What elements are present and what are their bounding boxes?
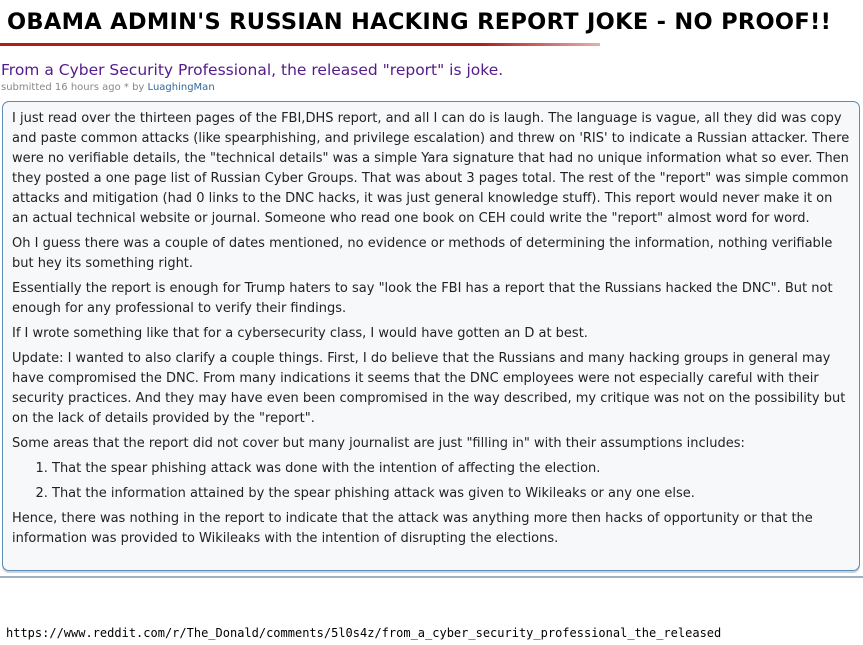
body-paragraph: Oh I guess there was a couple of dates mentioned, no evidence or methods of determining the information, nothing verifiable but hey its something right. — [12, 236, 833, 271]
post-title-link[interactable]: From a Cyber Security Professional, the released "report" is joke. — [1, 61, 504, 79]
banner-headline: OBAMA ADMIN'S RUSSIAN HACKING REPORT JOKE - NO PROOF!! — [7, 9, 832, 35]
body-paragraph: I just read over the thirteen pages of the FBI,DHS report, and all I can do is laugh. The language is vague, all they did was copy and paste common attacks (like spearphishing, and privilege escalation) and threw on 'RIS' to indicate a Russian attacker. There were no verifiable details, the "technical details" was a simple Yara signature that had no unique information what so ever. Then they posted a one page list of Russian Cyber Groups. That was about 3 pages total. The rest of the "report" was simple common attacks and mitigation (had 0 links to the DNC hacks, it was just general knowledge stuff). This report would never make it on an actual technical website or journal. Someone who read one book on CEH could write the "report" almost word for word. — [12, 111, 850, 226]
body-paragraph: If I wrote something like that for a cybersecurity class, I would have gotten an D at best. — [12, 326, 588, 341]
body-paragraph: Some areas that the report did not cover but many journalist are just "filling in" with their assumptions includes: — [12, 436, 745, 451]
assumption-list — [12, 459, 850, 504]
source-url: https://www.reddit.com/r/The_Donald/comments/5l0s4z/from_a_cyber_security_professional_the_released — [6, 626, 722, 640]
list-item: 2. That the information attained by the spear phishing attack was given to Wikileaks or any one else. — [52, 484, 850, 504]
list-item: 1. That the spear phishing attack was done with the intention of affecting the election. — [52, 459, 850, 479]
body-paragraph: Update: I wanted to also clarify a couple things. First, I do believe that the Russians and many hacking groups in general may have compromised the DNC. From many indications it seems that the DNC employees were not especially careful with their security practices. And they may have even been compromised in the way described, my critique was not on the possibility but on the lack of details provided by the "report". — [12, 351, 846, 426]
post-body — [2, 101, 860, 571]
body-paragraph: Hence, there was nothing in the report to indicate that the attack was anything more then hacks of opportunity or that the information was provided to Wikileaks with the intention of disrupting the elections. — [12, 511, 813, 546]
post-tagline — [1, 82, 215, 93]
divider — [0, 576, 863, 578]
tagline-prefix: submitted 16 hours ago * by — [1, 82, 145, 93]
body-paragraph: Essentially the report is enough for Trump haters to say "look the FBI has a report that the Russians hacked the DNC". But not enough for any professional to verify their findings. — [12, 281, 833, 316]
author-link[interactable]: LuaghingMan — [147, 82, 215, 93]
banner-underline — [0, 43, 600, 46]
